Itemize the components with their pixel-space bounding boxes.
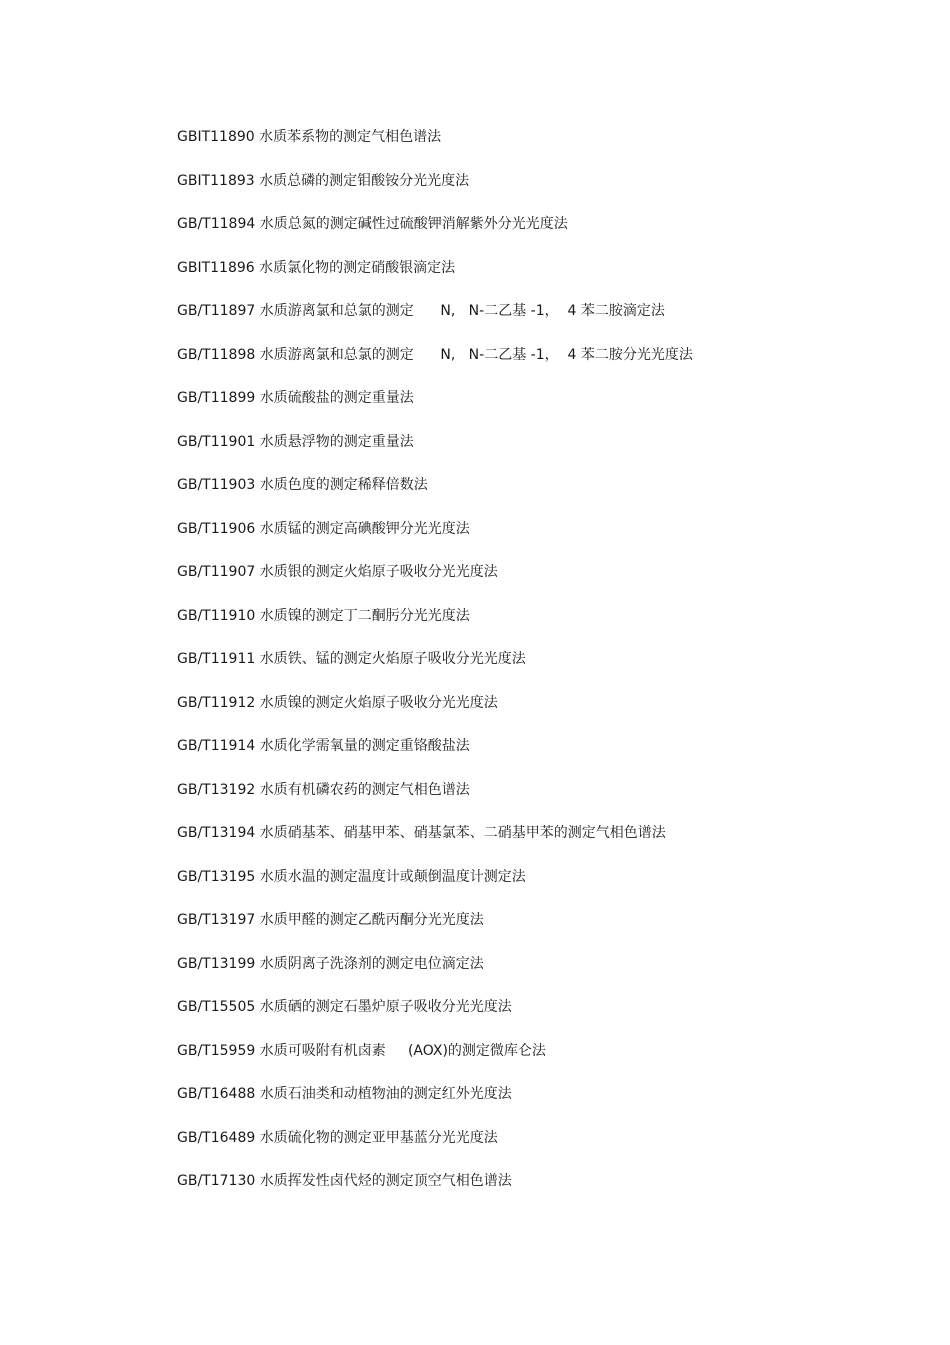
list-item: GBIT11896 水质氯化物的测定硝酸银滴定法 bbox=[177, 259, 456, 276]
list-item: GB/T11898 水质游离氯和总氯的测定 N, N-二乙基 -1， 4 苯二胺分光光度法 bbox=[177, 346, 693, 363]
list-item: GB/T11901 水质悬浮物的测定重量法 bbox=[177, 433, 414, 450]
list-item: GB/T11894 水质总氮的测定碱性过硫酸钾消解紫外分光光度法 bbox=[177, 216, 568, 232]
list-item: GB/T13195 水质水温的测定温度计或颠倒温度计测定法 bbox=[177, 868, 526, 885]
list-item: GB/T15505 水质硒的测定石墨炉原子吸收分光光度法 bbox=[177, 999, 512, 1015]
list-item: GB/T11907 水质银的测定火焰原子吸收分光光度法 bbox=[177, 564, 498, 580]
standards-list bbox=[177, 126, 693, 1214]
list-item: GB/T11910 水质镍的测定丁二酮肟分光光度法 bbox=[177, 607, 470, 624]
list-item: GB/T11914 水质化学需氧量的测定重铬酸盐法 bbox=[177, 738, 470, 754]
list-item: GB/T13194 水质硝基苯、硝基甲苯、硝基氯苯、二硝基甲苯的测定气相色谱法 bbox=[177, 825, 666, 841]
list-item: GB/T11911 水质铁、锰的测定火焰原子吸收分光光度法 bbox=[177, 651, 526, 667]
list-item: GB/T17130 水质挥发性卤代烃的测定顶空气相色谱法 bbox=[177, 1173, 512, 1189]
list-item: GB/T11899 水质硫酸盐的测定重量法 bbox=[177, 390, 414, 406]
list-item: GB/T11903 水质色度的测定稀释倍数法 bbox=[177, 477, 428, 493]
list-item: GB/T15959 水质可吸附有机卤素 (AOX)的测定微库仑法 bbox=[177, 1042, 546, 1059]
list-item: GB/T13199 水质阴离子洗涤剂的测定电位滴定法 bbox=[177, 955, 484, 972]
list-item: GB/T11912 水质镍的测定火焰原子吸收分光光度法 bbox=[177, 694, 498, 711]
list-item: GB/T16489 水质硫化物的测定亚甲基蓝分光光度法 bbox=[177, 1129, 498, 1146]
list-item: GBIT11893 水质总磷的测定钼酸铵分光光度法 bbox=[177, 172, 470, 189]
list-item: GB/T13192 水质有机磷农药的测定气相色谱法 bbox=[177, 781, 470, 798]
list-item: GBIT11890 水质苯系物的测定气相色谱法 bbox=[177, 129, 442, 145]
list-item: GB/T16488 水质石油类和动植物油的测定红外光度法 bbox=[177, 1086, 512, 1102]
list-item: GB/T11897 水质游离氯和总氯的测定 N, N-二乙基 -1， 4 苯二胺滴定法 bbox=[177, 303, 665, 319]
list-item: GB/T11906 水质锰的测定高碘酸钾分光光度法 bbox=[177, 520, 470, 537]
list-item: GB/T13197 水质甲醛的测定乙酰丙酮分光光度法 bbox=[177, 912, 484, 928]
